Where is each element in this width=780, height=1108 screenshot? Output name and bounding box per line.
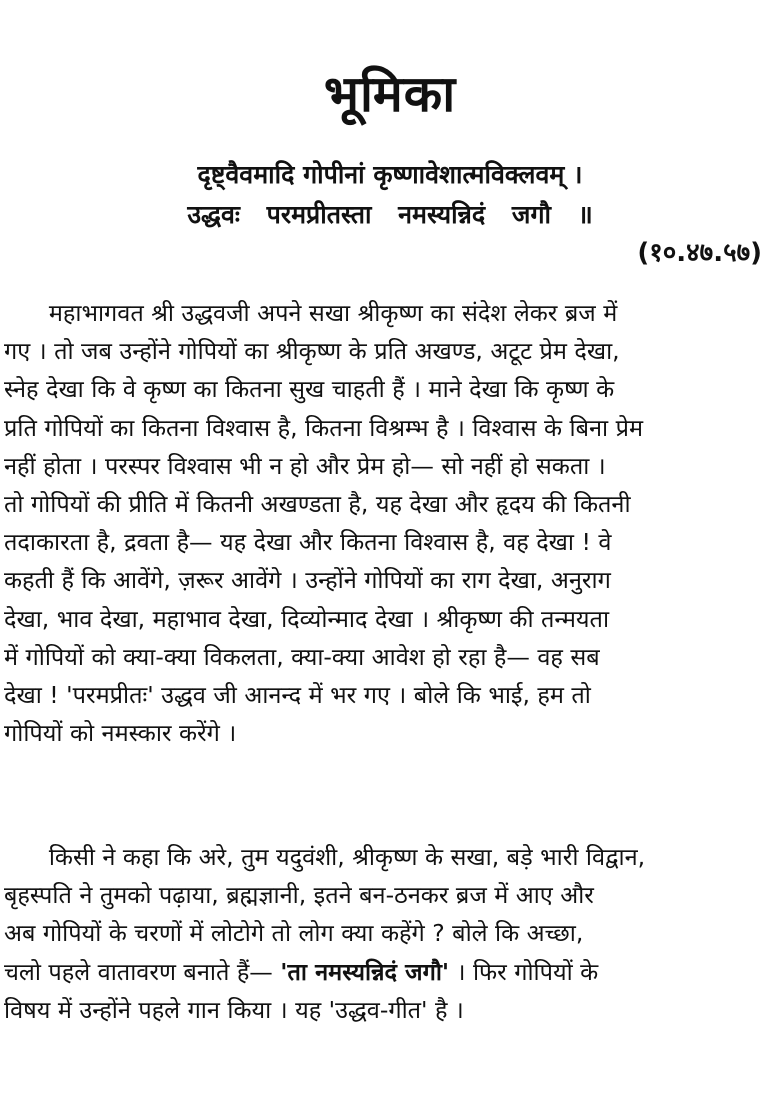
paragraph-line: विषय में उन्होंने पहले गान किया । यह 'उद्धव-गीत' है । bbox=[4, 995, 464, 1024]
paragraph-line: देखा, भाव देखा, महाभाव देखा, दिव्योन्माद देखा । श्रीकृष्ण की तन्मयता bbox=[4, 604, 610, 633]
paragraph-line: देखा ! 'परमप्रीतः' उद्धव जी आनन्द में भर गए । बोले कि भाई, हम तो bbox=[4, 681, 591, 710]
verse-reference: (१०.४७.५७) bbox=[637, 238, 762, 268]
paragraph-line: बृहस्पति ने तुमको पढ़ाया, ब्रह्मज्ञानी, इतने बन-ठनकर ब्रज में आए और bbox=[4, 881, 594, 910]
paragraph-line: प्रति गोपियों का कितना विश्वास है, कितना विश्रम्भ है । विश्वास के बिना प्रेम bbox=[4, 413, 644, 442]
paragraph-line: गए । तो जब उन्होंने गोपियों का श्रीकृष्ण के प्रति अखण्ड, अटूट प्रेम देखा, bbox=[4, 337, 620, 366]
page-title: भूमिका bbox=[323, 65, 457, 123]
paragraph-line: गोपियों को नमस्कार करेंगे । bbox=[4, 719, 237, 748]
paragraph-line: महाभागवत श्री उद्धवजी अपने सखा श्रीकृष्ण का संदेश लेकर ब्रज में bbox=[4, 299, 618, 327]
paragraph-line: में गोपियों को क्या-क्या विकलता, क्या-क्या आवेश हो रहा है— वह सब bbox=[4, 642, 600, 671]
paragraph-line: नहीं होता । परस्पर विश्वास भी न हो और प्रेम हो— सो नहीं हो सकता । bbox=[4, 451, 606, 480]
paragraph-line bbox=[4, 953, 776, 991]
bold-quote: 'ता नमस्यन्निदं जगौ' bbox=[280, 957, 450, 986]
paragraph-line: कहती हैं कि आवेंगे, ज़रूर आवेंगे । उन्होंने गोपियों का राग देखा, अनुराग bbox=[4, 566, 611, 595]
verse-line-2: उद्धवः परमप्रीतस्ता नमस्यन्निदं जगौ ॥ bbox=[187, 200, 593, 229]
paragraph-line: किसी ने कहा कि अरे, तुम यदुवंशी, श्रीकृष्ण के सखा, बड़े भारी विद्वान, bbox=[4, 843, 646, 871]
paragraph-1 bbox=[4, 294, 776, 752]
line-text: चलो पहले वातावरण बनाते हैं— bbox=[4, 957, 281, 986]
paragraph-2 bbox=[4, 838, 776, 1029]
paragraph-line: स्नेह देखा कि वे कृष्ण का कितना सुख चाहती हैं । माने देखा कि कृष्ण के bbox=[4, 375, 615, 404]
paragraph-line: तो गोपियों की प्रीति में कितनी अखण्डता है, यह देखा और हृदय की कितनी bbox=[4, 490, 631, 519]
paragraph-line: अब गोपियों के चरणों में लोटोगे तो लोग क्या कहेंगे ? बोले कि अच्छा, bbox=[4, 919, 584, 948]
paragraph-line: तदाकारता है, द्रवता है— यह देखा और कितना विश्वास है, वह देखा ! वे bbox=[4, 528, 612, 557]
verse-line-1: दृष्ट्वैवमादि गोपीनां कृष्णावेशात्मविक्लवम् । bbox=[197, 160, 583, 189]
line-text: । फिर गोपियों के bbox=[449, 957, 599, 986]
